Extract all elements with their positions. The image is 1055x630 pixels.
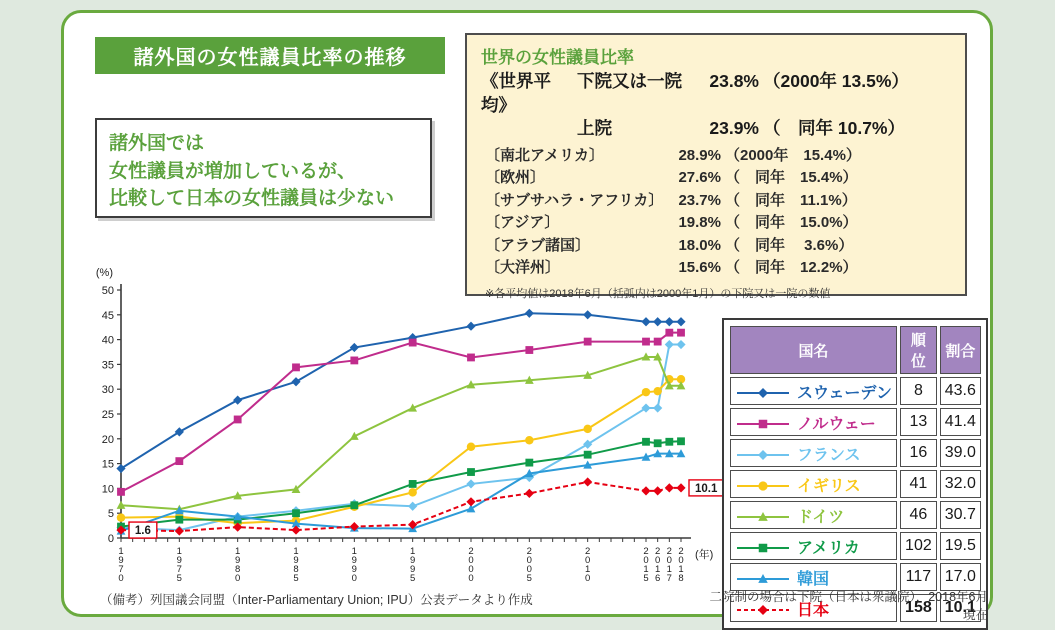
world-region-cell: 〔大洋州〕 — [485, 259, 561, 277]
legend-swatch-circle-icon — [735, 479, 791, 493]
series-line-ドイツ — [121, 357, 681, 509]
data-point-marker — [466, 497, 475, 506]
data-point-marker — [350, 357, 358, 365]
y-tick-label: 10 — [101, 483, 114, 496]
legend-swatch-diamond-icon — [735, 448, 791, 462]
data-point-marker — [466, 322, 475, 331]
legend-share: 39.0 — [940, 439, 981, 467]
world-region-cell: （ 同年 11.1%） — [725, 191, 857, 209]
x-tick-label: 2 0 1 5 — [643, 546, 649, 584]
y-axis-unit-label: (%) — [95, 267, 113, 279]
data-point-marker — [642, 388, 650, 396]
legend-share: 17.0 — [940, 563, 981, 591]
legend-country-name: 日本 — [797, 601, 830, 619]
legend-row-ドイツ — [730, 501, 981, 529]
legend-table-body — [730, 377, 981, 622]
legend-share: 43.6 — [940, 377, 981, 405]
summary-line-1: 諸外国では — [109, 133, 205, 154]
legend-header-1: 順位 — [900, 326, 937, 374]
x-tick-label: 2 0 0 5 — [526, 546, 532, 584]
data-point-marker — [759, 544, 768, 553]
data-point-marker — [653, 486, 662, 495]
legend-swatch-diamond-icon — [735, 386, 791, 400]
legend-rank: 13 — [900, 408, 937, 436]
data-point-marker — [175, 516, 183, 524]
data-point-marker — [467, 354, 475, 362]
legend-swatch-triangle-icon — [735, 510, 791, 524]
data-point-marker — [525, 459, 533, 467]
world-average-cell: （ 同年 10.7%） — [763, 118, 905, 139]
data-point-marker — [291, 377, 300, 386]
data-point-marker — [584, 338, 592, 346]
legend-table-head — [730, 326, 981, 374]
world-average-cell — [481, 117, 577, 141]
y-tick-label: 20 — [101, 433, 114, 446]
data-point-marker — [665, 438, 673, 446]
x-tick-label: 1 9 8 5 — [293, 546, 299, 584]
legend-share: 19.5 — [940, 532, 981, 560]
world-stats-footnote: ※各平均値は2018年6月（括弧内は2000年1月）の下院又は一院の数値 — [485, 287, 831, 300]
x-tick-label: 2 0 1 0 — [585, 546, 591, 584]
data-point-marker — [641, 317, 650, 326]
legend-swatch-square-icon — [735, 417, 791, 431]
data-point-marker — [175, 427, 184, 436]
world-region-cell: 27.6% — [678, 169, 721, 187]
world-region-cell: 〔アジア〕 — [485, 214, 560, 232]
x-tick-label: 1 9 7 0 — [118, 546, 124, 584]
legend-country-name: イギリス — [797, 477, 861, 495]
data-point-marker — [642, 438, 650, 446]
x-tick-label: 1 9 9 0 — [351, 546, 357, 584]
data-point-marker — [292, 509, 300, 517]
world-region-cell: （ 同年 12.2%） — [725, 259, 858, 277]
legend-row-スウェーデン — [730, 377, 981, 405]
x-tick-label: 1 9 9 5 — [410, 546, 416, 584]
data-point-marker — [408, 502, 417, 511]
source-caption: （備考）列国議会同盟（Inter-Parliamentary Union; IPU）公表データより作成 — [100, 593, 533, 607]
data-point-marker — [175, 457, 183, 465]
data-point-marker — [350, 501, 358, 509]
legend-rank: 8 — [900, 377, 937, 405]
data-point-marker — [117, 488, 125, 496]
y-tick-label: 0 — [107, 533, 114, 545]
world-region-cell: 〔欧州〕 — [485, 169, 546, 187]
legend-country-name: アメリカ — [797, 539, 860, 557]
y-tick-label: 40 — [101, 334, 114, 347]
y-tick-label: 5 — [107, 508, 114, 521]
series-line-スウェーデン — [121, 313, 681, 468]
summary-line-3: 比較して日本の女性議員は少ない — [109, 188, 395, 210]
line-chart — [85, 262, 725, 602]
world-region-cell: 18.0% — [678, 236, 721, 254]
annotation-label: 10.1 — [695, 482, 718, 495]
data-point-marker — [525, 436, 533, 444]
data-point-marker — [233, 396, 242, 405]
world-region-cell: （2000年 15.4%） — [725, 146, 861, 164]
world-region-cell: （ 同年 15.0%） — [725, 214, 858, 232]
data-point-marker — [641, 403, 650, 412]
data-point-marker — [653, 387, 661, 395]
summary-message-box — [95, 118, 432, 218]
annotation-label: 1.6 — [134, 525, 151, 538]
legend-country-cell — [730, 377, 897, 405]
data-point-marker — [665, 329, 673, 337]
world-stats-title: 世界の女性議員比率 — [481, 48, 634, 67]
data-point-marker — [654, 338, 662, 346]
data-point-marker — [676, 340, 685, 349]
legend-country-name: スウェーデン — [797, 384, 893, 402]
data-point-marker — [234, 416, 242, 424]
world-average-rows — [481, 70, 951, 141]
data-point-marker — [583, 440, 592, 449]
legend-country-cell — [730, 408, 897, 436]
world-region-cell: 23.7% — [678, 191, 721, 209]
data-point-marker — [758, 388, 768, 398]
world-average-cell: （2000年 13.5%） — [763, 71, 909, 91]
data-point-marker — [759, 420, 768, 429]
legend-country-name: ノルウェー — [797, 415, 876, 433]
data-point-marker — [665, 483, 674, 492]
series-line-ノルウェー — [121, 333, 681, 492]
data-point-marker — [677, 437, 685, 445]
legend-row-ノルウェー — [730, 408, 981, 436]
data-point-marker — [584, 451, 592, 459]
world-region-cell: 28.9% — [678, 146, 721, 164]
data-point-marker — [677, 329, 685, 337]
y-tick-label: 50 — [101, 285, 114, 297]
y-tick-label: 30 — [101, 384, 114, 397]
note-caption: 二院制の場合は下院（日本は衆議院），2018年6月現在 — [709, 590, 988, 622]
data-point-marker — [467, 443, 475, 451]
legend-rank: 16 — [900, 439, 937, 467]
data-point-marker — [654, 439, 662, 447]
data-point-marker — [641, 486, 650, 495]
data-point-marker — [583, 425, 591, 433]
world-average-cell: 23.9% — [709, 118, 759, 139]
legend-share: 32.0 — [940, 470, 981, 498]
world-average-cell: 《世界平均》 — [481, 71, 551, 115]
world-region-rows — [485, 145, 951, 280]
data-point-marker — [175, 526, 184, 535]
legend-country-name: ドイツ — [797, 508, 845, 526]
world-region-cell: （ 同年 15.4%） — [725, 169, 858, 187]
chart-area — [85, 262, 725, 602]
world-region-cell: 〔南北アメリカ〕 — [485, 146, 604, 164]
legend-country-cell — [730, 470, 897, 498]
legend-row-フランス — [730, 439, 981, 467]
world-average-cell: 上院 — [577, 118, 612, 139]
data-point-marker — [467, 468, 475, 476]
data-point-marker — [466, 479, 475, 488]
legend-swatch-triangle-icon — [735, 572, 791, 586]
x-tick-label: 1 9 8 0 — [235, 546, 241, 584]
legend-header-2: 割合 — [940, 326, 981, 374]
legend-country-cell — [730, 501, 897, 529]
legend-table-box — [722, 318, 988, 630]
legend-country-cell — [730, 532, 897, 560]
legend-rank: 46 — [900, 501, 937, 529]
data-point-marker — [758, 450, 768, 460]
data-point-marker — [292, 363, 300, 371]
page-title — [95, 37, 445, 74]
data-point-marker — [653, 403, 662, 412]
world-region-cell: 〔サブサハラ・アフリカ〕 — [485, 191, 664, 209]
legend-country-name: フランス — [797, 446, 861, 464]
data-point-marker — [408, 488, 416, 496]
data-point-marker — [350, 343, 359, 352]
world-region-cell: 15.6% — [678, 259, 721, 277]
x-tick-label: 2 0 0 0 — [468, 546, 474, 584]
legend-rank: 41 — [900, 470, 937, 498]
data-point-marker — [676, 317, 685, 326]
x-tick-label: 2 0 1 7 — [666, 546, 672, 584]
legend-header-0: 国名 — [730, 326, 897, 374]
legend-row-イギリス — [730, 470, 981, 498]
legend-share: 30.7 — [940, 501, 981, 529]
data-point-marker — [409, 339, 417, 347]
world-average-cell: 23.8% — [709, 71, 759, 91]
legend-rank: 117 — [900, 563, 937, 591]
data-point-marker — [665, 340, 674, 349]
data-point-marker — [583, 477, 592, 486]
x-tick-label: 2 0 1 6 — [655, 546, 661, 584]
data-point-marker — [583, 310, 592, 319]
summary-line-2: 女性議員が増加しているが、 — [109, 160, 357, 182]
legend-share: 41.4 — [940, 408, 981, 436]
legend-rank: 158 — [900, 594, 937, 622]
legend-share: 10.1 — [940, 594, 981, 622]
y-tick-label: 35 — [101, 359, 114, 372]
x-axis-unit-label: (年) — [695, 549, 714, 561]
legend-swatch-square-icon — [735, 541, 791, 555]
data-point-marker — [409, 480, 417, 488]
y-tick-label: 45 — [101, 309, 114, 322]
world-region-cell: 19.8% — [678, 214, 721, 232]
legend-row-アメリカ — [730, 532, 981, 560]
world-region-cell: （ 同年 3.6%） — [725, 236, 854, 254]
series-line-イギリス — [121, 379, 681, 523]
y-tick-label: 25 — [101, 409, 114, 421]
legend-rank: 102 — [900, 532, 937, 560]
data-point-marker — [116, 464, 125, 473]
world-stats-box — [465, 33, 967, 300]
legend-table — [727, 323, 984, 625]
y-tick-label: 15 — [101, 458, 114, 471]
data-point-marker — [525, 346, 533, 354]
world-region-cell: 〔アラブ諸国〕 — [485, 236, 591, 254]
data-point-marker — [117, 513, 125, 521]
data-point-marker — [653, 317, 662, 326]
x-tick-label: 1 9 7 5 — [176, 546, 182, 584]
data-point-marker — [758, 482, 767, 491]
world-average-cell: 下院又は一院 — [577, 71, 682, 91]
data-point-marker — [525, 309, 534, 318]
data-point-marker — [525, 489, 534, 498]
legend-country-name: 韓国 — [797, 570, 830, 588]
data-point-marker — [676, 483, 685, 492]
page-title-text: 諸外国の女性議員比率の推移 — [133, 47, 407, 69]
data-point-marker — [642, 338, 650, 346]
data-point-marker — [665, 317, 674, 326]
legend-country-cell — [730, 439, 897, 467]
x-tick-label: 2 0 1 8 — [678, 546, 684, 584]
